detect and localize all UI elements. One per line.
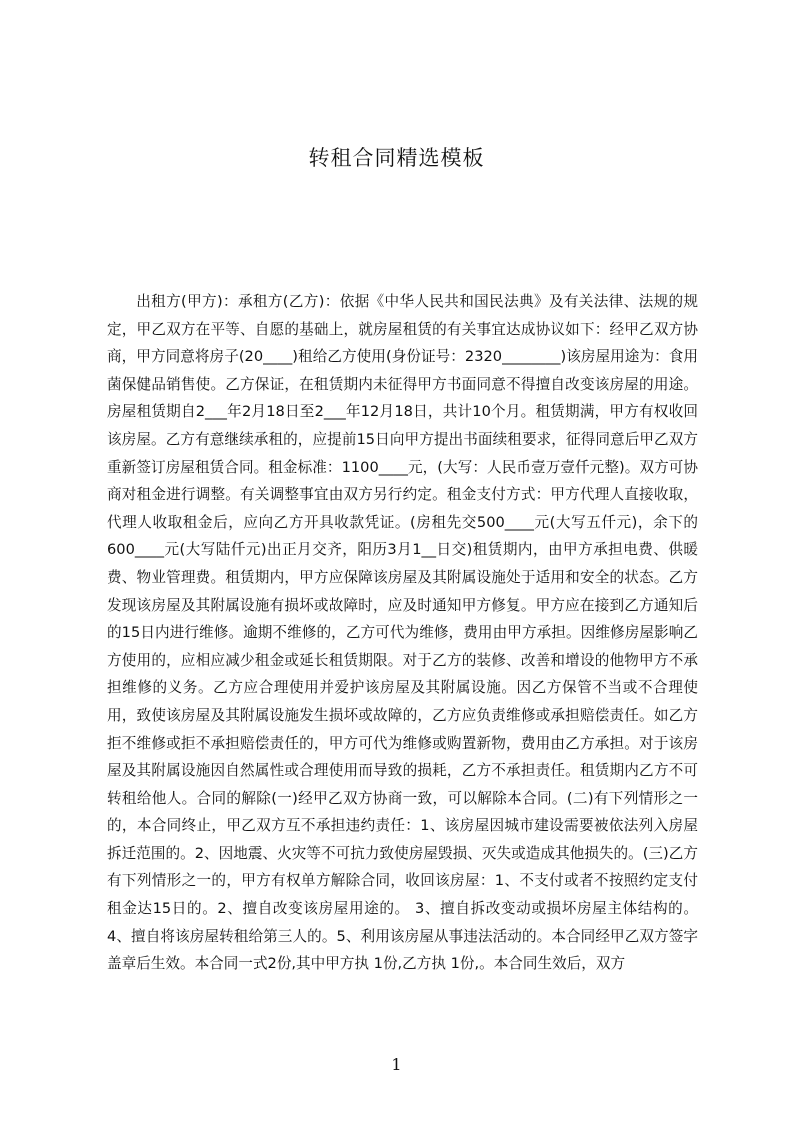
body-paragraph: 出租方(甲方)：承租方(乙方)：依据《中华人民共和国民法典》及有关法律、法规的规定，甲乙双方在平等、自愿的基础上，就房屋租赁的有关事宜达成协议如下：经甲乙双方协商，甲方同意将房子(20____)租给乙方使用(身份证号：2320________)该房屋用途为：食用菌保健品销售使。乙方保证，在租赁期内未征得甲方书面同意不得擅自改变该房屋的用途。房屋租赁期自2___年2月18日至2___年12月18日，共计10个月。租赁期满，甲方有权收回该房屋。乙方有意继续承租的，应提前15日向甲方提出书面续租要求，征得同意后甲乙双方重新签订房屋租赁合同。租金标准：1100____元，(大写：人民币壹万壹仟元整)。双方可协商对租金进行调整。有关调整事宜由双方另行约定。租金支付方式：甲方代理人直接收取，代理人收取租金后，应向乙方开具收款凭证。(房租先交500____元(大写五仟元)，余下的600____元(大写陆仟元)出正月交齐，阳历3月1__日交)租赁期内，由甲方承担电费、供暖费、物业管理费。租赁期内，甲方应保障该房屋及其附属设施处于适用和安全的状态。乙方发现该房屋及其附属设施有损坏或故障时，应及时通知甲方修复。甲方应在接到乙方通知后的15日内进行维修。逾期不维修的，乙方可代为维修，费用由甲方承担。因维修房屋影响乙方使用的，应相应减少租金或延长租赁期限。对于乙方的装修、改善和增设的他物甲方不承担维修的义务。乙方应合理使用并爱护该房屋及其附属设施。因乙方保管不当或不合理使用，致使该房屋及其附属设施发生损坏或故障的，乙方应负责维修或承担赔偿责任。如乙方拒不维修或拒不承担赔偿责任的，甲方可代为维修或购置新物，费用由乙方承担。对于该房屋及其附属设施因自然属性或合理使用而导致的损耗，乙方不承担责任。租赁期内乙方不可转租给他人。合同的解除(一)经甲乙双方协商一致，可以解除本合同。(二)有下列情形之一的，本合同终止，甲乙双方互不承担违约责任：1、该房屋因城市建设需要被依法列入房屋拆迁范围的。2、因地震、火灾等不可抗力致使房屋毁损、灭失或造成其他损失的。(三)乙方有下列情形之一的，甲方有权单方解除合同，收回该房屋：1、不支付或者不按照约定支付租金达15日的。2、擅自改变该房屋用途的。 3、擅自拆改变动或损坏房屋主体结构的。 4、擅自将该房屋转租给第三人的。5、利用该房屋从事违法活动的。本合同经甲乙双方签字盖章后生效。本合同一式2份,其中甲方执 1份,乙方执 1份,。本合同生效后，双方 <box>107 293 698 973</box>
page-number: 1 <box>391 1055 402 1074</box>
document-title: 转租合同精选模板 <box>308 146 485 170</box>
document-body <box>107 288 698 1018</box>
